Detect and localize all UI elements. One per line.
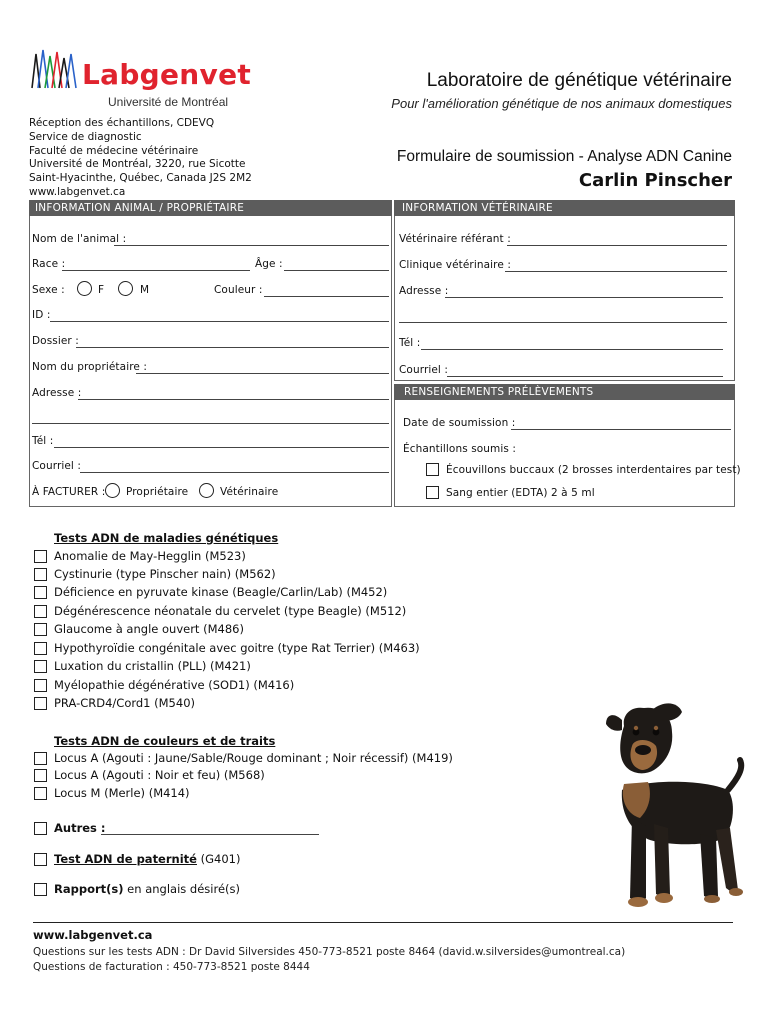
billing-vet-radio[interactable] xyxy=(199,483,214,498)
sex-label: Sexe : xyxy=(32,284,65,296)
logo-subtitle: Université de Montréal xyxy=(108,95,229,109)
file-field[interactable] xyxy=(76,347,389,348)
vet-address-field-line2[interactable] xyxy=(399,322,727,323)
test-label: Luxation du cristallin (PLL) (M421) xyxy=(54,659,251,673)
test-checkbox[interactable] xyxy=(34,679,47,692)
test-label: Locus A (Agouti : Jaune/Sable/Rouge dominant ; Noir récessif) (M419) xyxy=(54,751,453,765)
clinic-field[interactable] xyxy=(505,271,727,272)
owner-email-field[interactable] xyxy=(80,472,389,473)
report-label: Rapport(s) en anglais désiré(s) xyxy=(54,882,240,896)
test-label: Dégénérescence néonatale du cervelet (type Beagle) (M512) xyxy=(54,604,407,618)
swab-label: Écouvillons buccaux (2 brosses interdentaires par test) xyxy=(446,464,741,476)
breed-title: Carlin Pinscher xyxy=(578,170,732,191)
owner-email-label: Courriel : xyxy=(32,460,82,472)
sex-f-radio[interactable] xyxy=(77,281,92,296)
address-website: www.labgenvet.ca xyxy=(29,185,126,198)
test-checkbox[interactable] xyxy=(34,605,47,618)
owner-address-field-line2[interactable] xyxy=(32,423,389,424)
vet-ref-label: Vétérinaire référant : xyxy=(399,233,511,245)
test-checkbox[interactable] xyxy=(34,568,47,581)
sex-m-label: M xyxy=(140,284,150,296)
test-checkbox[interactable] xyxy=(34,550,47,563)
footer-tests-contact: Questions sur les tests ADN : Dr David Silversides 450-773-8521 poste 8464 (david.w.silversides@umontreal.ca) xyxy=(33,946,626,958)
footer-website: www.labgenvet.ca xyxy=(33,928,153,942)
address-line: Faculté de médecine vétérinaire xyxy=(29,144,199,157)
other-label: Autres : xyxy=(54,821,106,835)
other-checkbox[interactable] xyxy=(34,822,47,835)
paternity-label: Test ADN de paternité (G401) xyxy=(54,852,241,866)
address-line: Service de diagnostic xyxy=(29,130,142,143)
age-label: Âge : xyxy=(255,258,283,270)
report-checkbox[interactable] xyxy=(34,883,47,896)
test-label: Locus A (Agouti : Noir et feu) (M568) xyxy=(54,768,265,782)
sex-m-radio[interactable] xyxy=(118,281,133,296)
address-line: Saint-Hyacinthe, Québec, Canada J2S 2M2 xyxy=(29,172,252,185)
file-label: Dossier : xyxy=(32,335,79,347)
sample-section-header: RENSEIGNEMENTS PRÉLÈVEMENTS xyxy=(394,384,735,400)
owner-address-label: Adresse : xyxy=(32,387,82,399)
test-label: Anomalie de May-Hegglin (M523) xyxy=(54,549,246,563)
id-field[interactable] xyxy=(50,321,389,322)
test-checkbox[interactable] xyxy=(34,769,47,782)
owner-name-label: Nom du propriétaire : xyxy=(32,361,148,373)
test-label: Hypothyroïdie congénitale avec goitre (type Rat Terrier) (M463) xyxy=(54,641,420,655)
owner-phone-field[interactable] xyxy=(54,447,389,448)
race-label: Race : xyxy=(32,258,66,270)
vet-email-label: Courriel : xyxy=(399,364,449,376)
sex-f-label: F xyxy=(98,284,105,296)
test-label: Déficience en pyruvate kinase (Beagle/Carlin/Lab) (M452) xyxy=(54,585,388,599)
lab-title: Laboratoire de génétique vétérinaire xyxy=(426,70,732,91)
footer-divider xyxy=(33,922,733,923)
owner-phone-label: Tél : xyxy=(32,435,54,447)
test-label: PRA-CRD4/Cord1 (M540) xyxy=(54,696,195,710)
disease-tests-heading: Tests ADN de maladies génétiques xyxy=(54,531,279,545)
test-checkbox[interactable] xyxy=(34,642,47,655)
test-checkbox[interactable] xyxy=(34,697,47,710)
samples-label: Échantillons soumis : xyxy=(403,443,517,455)
animal-name-field[interactable] xyxy=(114,245,389,246)
id-label: ID : xyxy=(32,309,51,321)
test-checkbox[interactable] xyxy=(34,660,47,673)
color-label: Couleur : xyxy=(214,284,263,296)
clinic-label: Clinique vétérinaire : xyxy=(399,259,511,271)
submission-date-field[interactable] xyxy=(511,429,731,430)
vet-address-label: Adresse : xyxy=(399,285,449,297)
submission-date-label: Date de soumission : xyxy=(403,417,516,429)
vet-email-field[interactable] xyxy=(447,376,723,377)
test-label: Locus M (Merle) (M414) xyxy=(54,786,190,800)
owner-address-field[interactable] xyxy=(78,399,389,400)
test-checkbox[interactable] xyxy=(34,586,47,599)
blood-label: Sang entier (EDTA) 2 à 5 ml xyxy=(446,487,595,499)
animal-name-label: Nom de l'animal : xyxy=(32,233,127,245)
color-tests-heading: Tests ADN de couleurs et de traits xyxy=(54,734,276,748)
animal-section-header: INFORMATION ANIMAL / PROPRIÉTAIRE xyxy=(29,200,392,216)
lab-subtitle: Pour l'amélioration génétique de nos animaux domestiques xyxy=(391,96,732,111)
billing-owner-radio[interactable] xyxy=(105,483,120,498)
vet-phone-label: Tél : xyxy=(399,337,421,349)
form-title: Formulaire de soumission - Analyse ADN Canine xyxy=(396,148,732,165)
color-field[interactable] xyxy=(264,296,389,297)
age-field[interactable] xyxy=(284,270,389,271)
footer-billing-contact: Questions de facturation : 450-773-8521 poste 8444 xyxy=(33,961,310,973)
address-line: Réception des échantillons, CDEVQ xyxy=(29,117,215,129)
billing-label: À FACTURER : xyxy=(32,486,106,498)
vet-address-field[interactable] xyxy=(445,297,723,298)
test-checkbox[interactable] xyxy=(34,787,47,800)
test-label: Cystinurie (type Pinscher nain) (M562) xyxy=(54,567,276,581)
test-label: Myélopathie dégénérative (SOD1) (M416) xyxy=(54,678,295,692)
test-checkbox[interactable] xyxy=(34,623,47,636)
swab-checkbox[interactable] xyxy=(426,463,439,476)
billing-owner-label: Propriétaire xyxy=(126,486,189,498)
address-line: Université de Montréal, 3220, rue Sicotte xyxy=(29,158,246,171)
dog-photo xyxy=(560,698,750,918)
vet-phone-field[interactable] xyxy=(421,349,723,350)
billing-vet-label: Vétérinaire xyxy=(220,486,279,498)
blood-checkbox[interactable] xyxy=(426,486,439,499)
test-label: Glaucome à angle ouvert (M486) xyxy=(54,622,244,636)
vet-ref-field[interactable] xyxy=(507,245,727,246)
other-field[interactable] xyxy=(101,834,319,835)
test-checkbox[interactable] xyxy=(34,752,47,765)
lab-address xyxy=(29,117,289,200)
paternity-checkbox[interactable] xyxy=(34,853,47,866)
logo-text: Labgenvet xyxy=(82,58,252,91)
owner-name-field[interactable] xyxy=(136,373,389,374)
race-field[interactable] xyxy=(62,270,250,271)
vet-section-header: INFORMATION VÉTÉRINAIRE xyxy=(394,200,735,216)
logo-dna-waves-icon xyxy=(30,48,80,90)
